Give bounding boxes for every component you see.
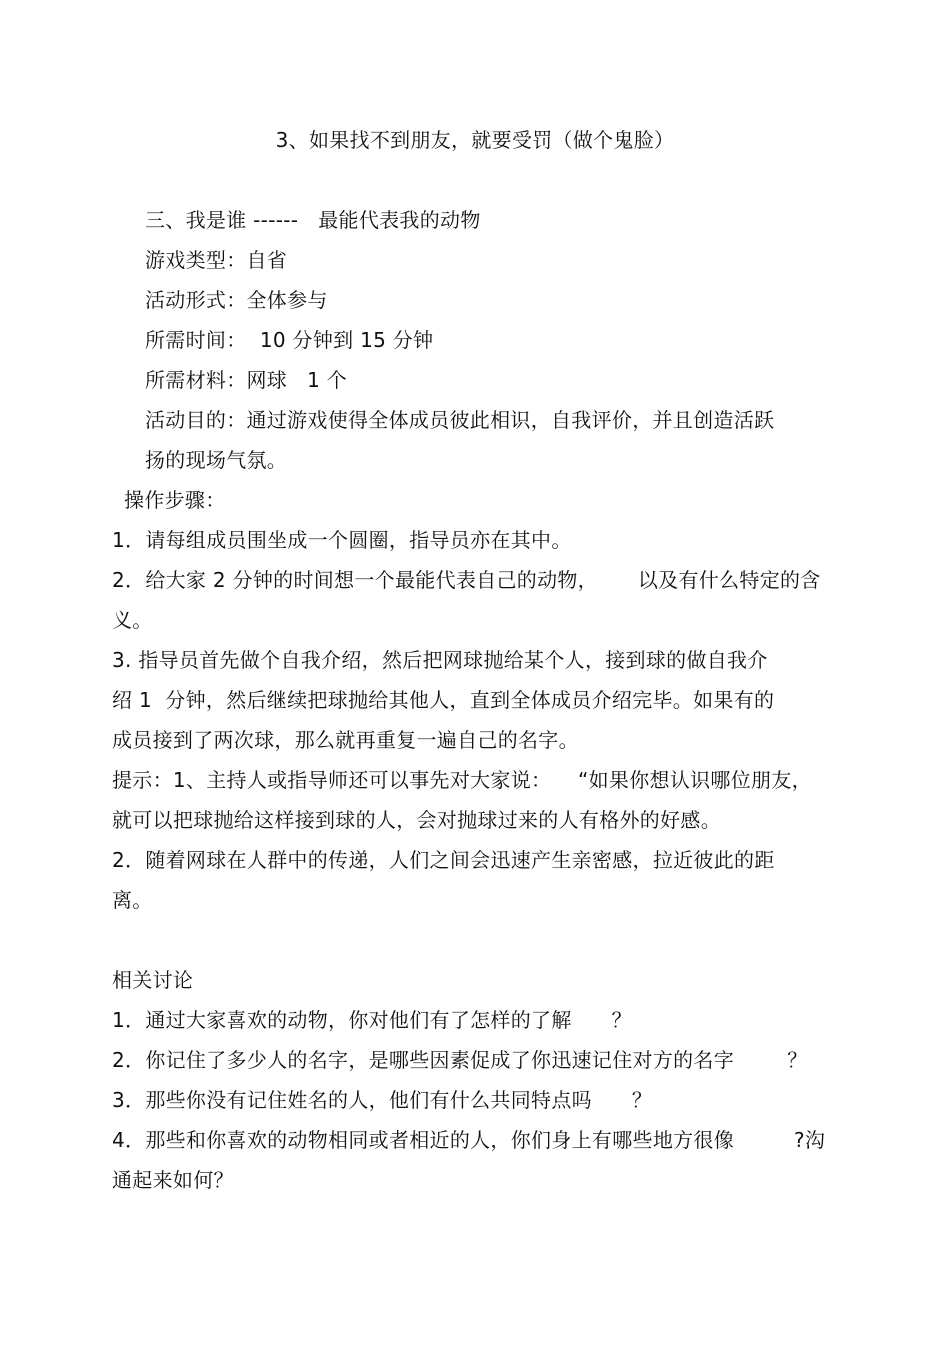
- question-1: 1．通过大家喜欢的动物，你对他们有了怎样的了解 ？: [112, 1008, 632, 1032]
- tip-1-line-1: 提示：1、主持人或指导师还可以事先对大家说： “如果你想认识哪位朋友，: [112, 768, 812, 792]
- tip-2-line-2: 离。: [112, 888, 153, 912]
- section-title: 三、我是谁 ------ 最能代表我的动物: [145, 208, 481, 232]
- tip-2-line-1: 2．随着网球在人群中的传递，人们之间会迅速产生亲密感，拉近彼此的距: [112, 848, 775, 872]
- question-4-line-2: 通起来如何？: [112, 1168, 234, 1192]
- top-line: 3、如果找不到朋友，就要受罚（做个鬼脸）: [275, 128, 675, 152]
- step-3-line-3: 成员接到了两次球，那么就再重复一遍自己的名字。: [112, 728, 579, 752]
- question-2: 2．你记住了多少人的名字，是哪些因素促成了你迅速记住对方的名字 ？: [112, 1048, 808, 1072]
- step-3-line-1: 3. 指导员首先做个自我介绍，然后把网球抛给某个人，接到球的做自我介: [112, 648, 768, 672]
- question-4-line-1: 4．那些和你喜欢的动物相同或者相近的人，你们身上有哪些地方很像 ?沟: [112, 1128, 826, 1152]
- time-needed: 所需时间： 10 分钟到 15 分钟: [145, 328, 434, 352]
- step-2-line-1: 2．给大家 2 分钟的时间想一个最能代表自己的动物， 以及有什么特定的含: [112, 568, 821, 592]
- step-2-line-2: 义。: [112, 608, 153, 632]
- steps-heading: 操作步骤：: [124, 488, 226, 512]
- step-1: 1．请每组成员围坐成一个圆圈，指导员亦在其中。: [112, 528, 572, 552]
- activity-form: 活动形式：全体参与: [145, 288, 328, 312]
- purpose-line-2: 扬的现场气氛。: [145, 448, 288, 472]
- question-3: 3．那些你没有记住姓名的人，他们有什么共同特点吗 ？: [112, 1088, 653, 1112]
- tip-1-line-2: 就可以把球抛给这样接到球的人，会对抛球过来的人有格外的好感。: [112, 808, 721, 832]
- game-type: 游戏类型：自省: [145, 248, 288, 272]
- discussion-heading: 相关讨论: [112, 968, 194, 992]
- materials: 所需材料：网球 1 个: [145, 368, 348, 392]
- purpose-line-1: 活动目的：通过游戏使得全体成员彼此相识，自我评价，并且创造活跃: [145, 408, 775, 432]
- step-3-line-2: 绍 1 分钟，然后继续把球抛给其他人，直到全体成员介绍完毕。如果有的: [112, 688, 775, 712]
